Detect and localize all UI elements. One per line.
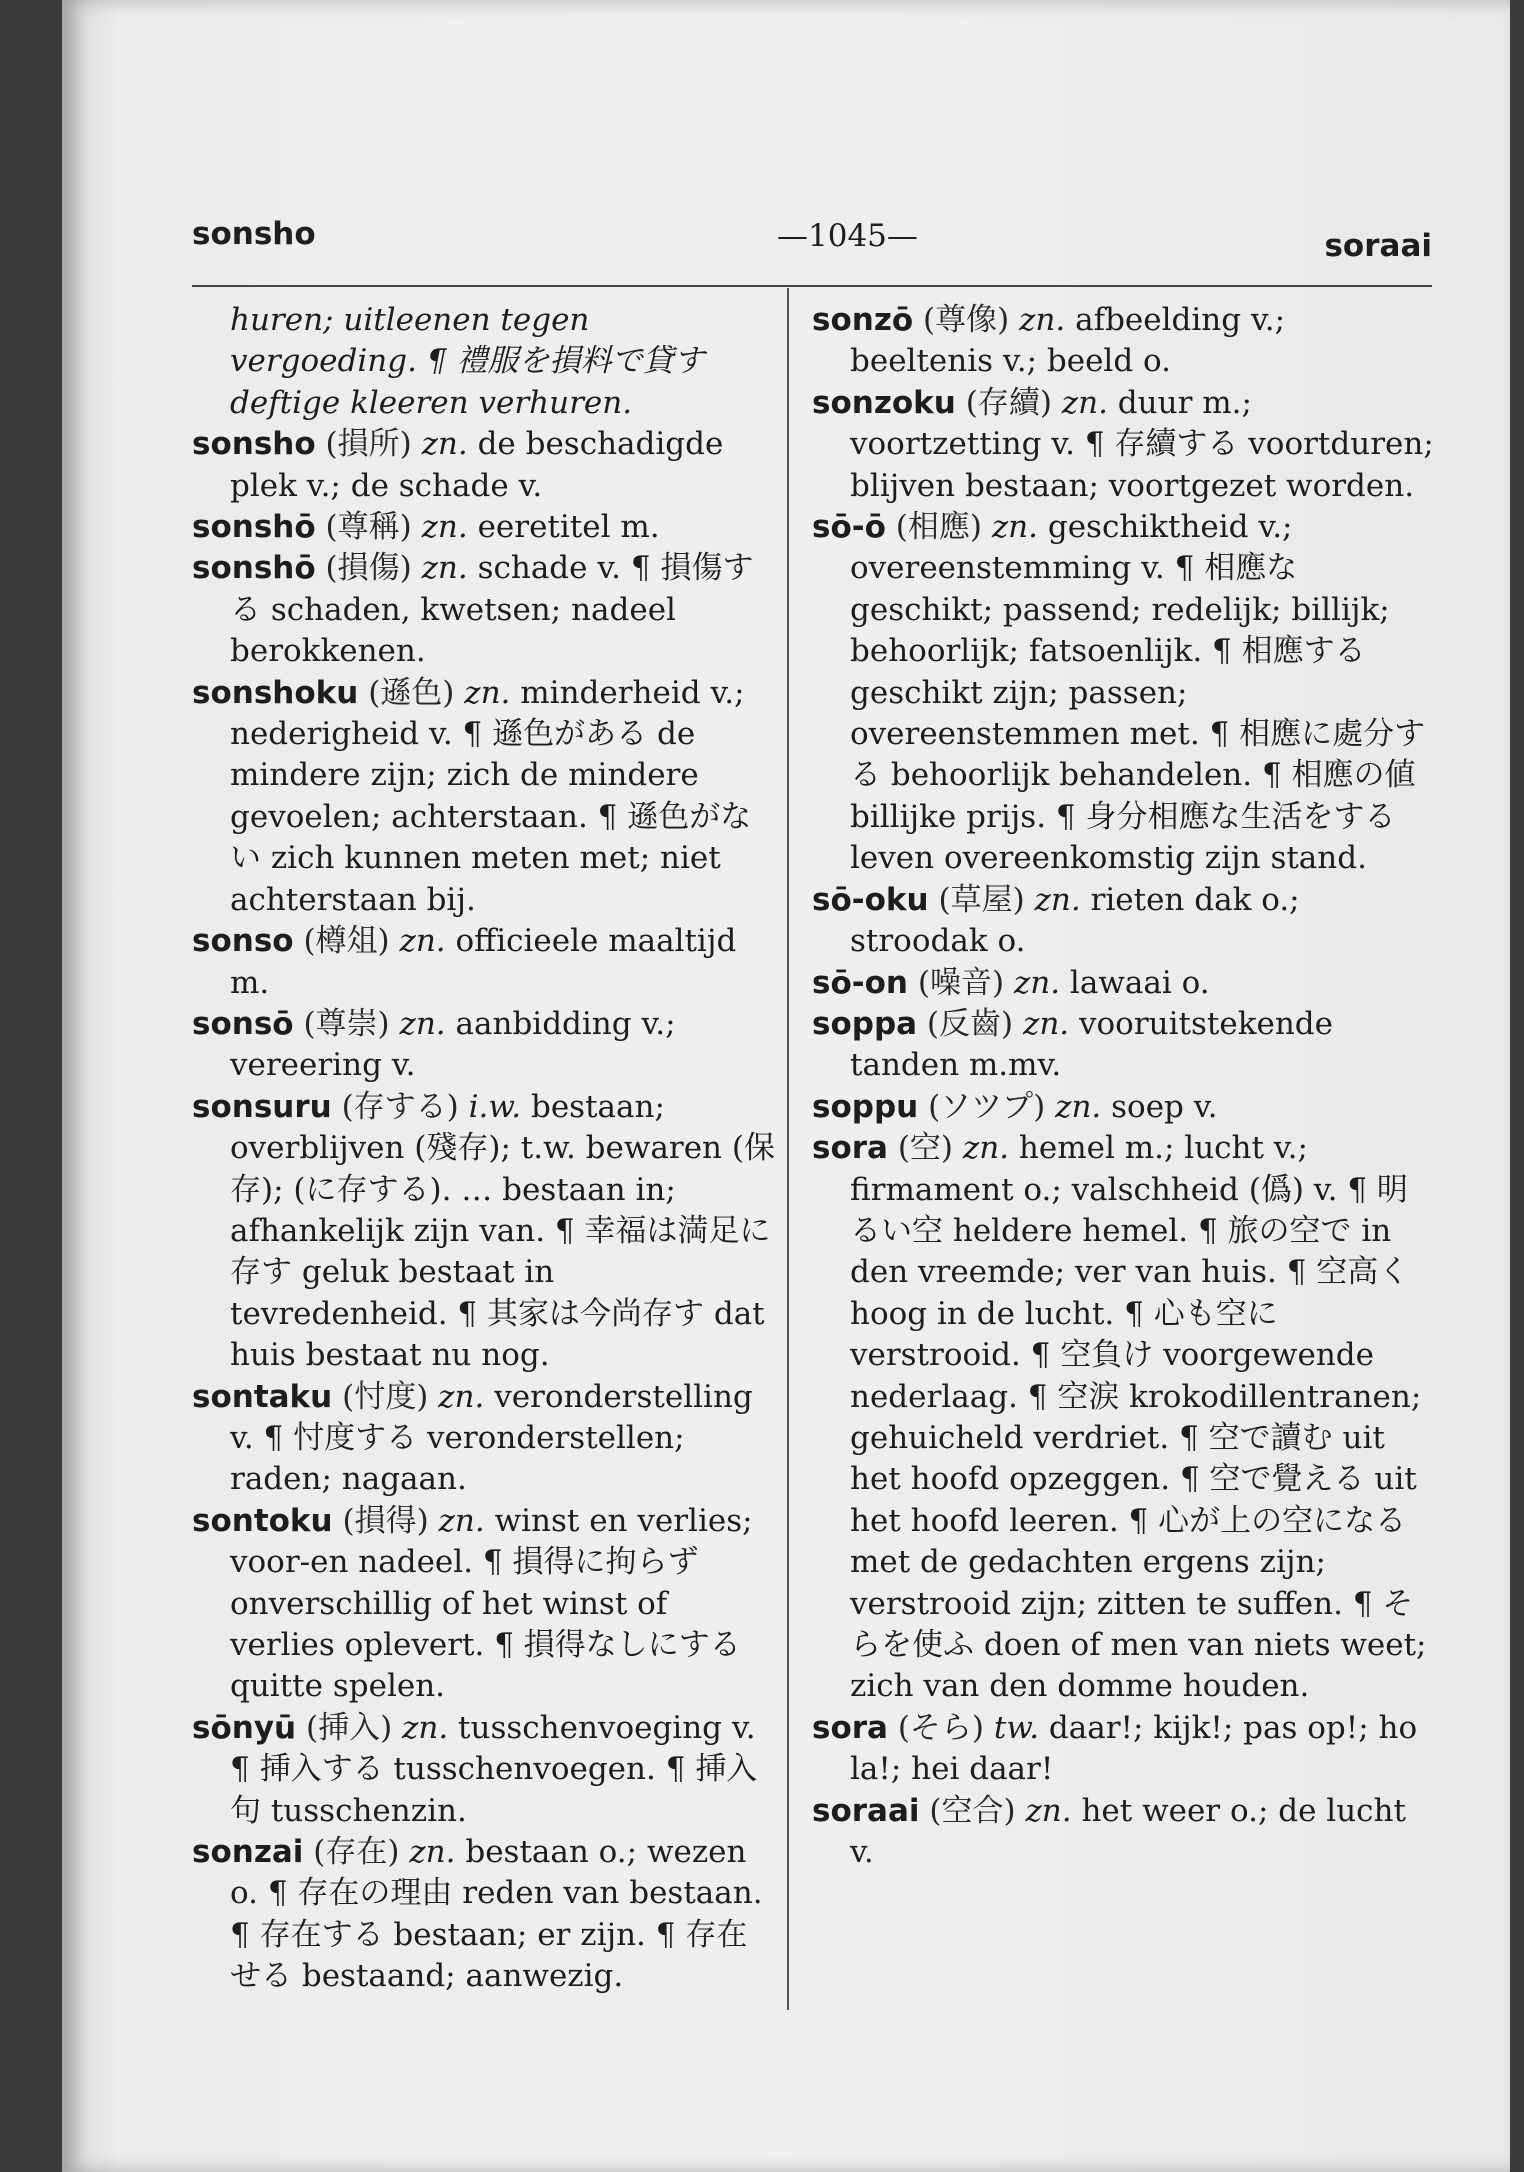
dictionary-entry [812,1128,1437,1708]
part-of-speech: zn. [991,509,1038,546]
kanji: (遜色) [368,674,455,711]
dictionary-entry [812,1791,1437,1874]
headword: soppu [812,1088,919,1125]
definition: afbeelding v.; beeltenis v.; beeld o. [850,302,1286,380]
part-of-speech: zn. [464,674,511,711]
dictionary-entry [812,1004,1437,1087]
dictionary-entry [192,1377,777,1501]
kanji: (反齒) [926,1005,1014,1042]
right-column [812,300,1437,1873]
kanji: (尊稱) [325,509,412,546]
part-of-speech: zn. [402,1709,449,1746]
part-of-speech: zn. [1022,1005,1070,1042]
part-of-speech: zn. [421,509,468,546]
kanji: (草屋) [938,881,1025,918]
dictionary-entry [192,424,777,507]
kanji: (ソツプ) [928,1088,1046,1125]
dictionary-entry [812,1708,1437,1791]
part-of-speech: i.w. [468,1088,522,1125]
dictionary-entry [812,963,1437,1004]
part-of-speech: zn. [1034,881,1081,918]
dictionary-entry [812,383,1437,507]
headword: sora [812,1130,888,1167]
kanji: (損所) [325,426,412,463]
part-of-speech: zn. [399,923,446,960]
kanji: (尊崇) [303,1005,390,1042]
part-of-speech: zn. [438,1502,485,1539]
definition: schade v. ¶ 損傷する schaden, kwetsen; nadeel berokkenen. [230,550,754,670]
definition: tusschenvoeging v. ¶ 挿入する tusschenvoegen. ¶ 挿入句 tusschenzin. [230,1709,758,1829]
column-divider [787,288,789,2010]
dictionary-entry [192,548,777,672]
kanji: (存在) [313,1834,400,1871]
part-of-speech: zn. [399,1005,446,1042]
kanji: (尊像) [923,302,1010,338]
headword: sonshoku [192,674,359,711]
headword: sontoku [192,1502,333,1539]
dictionary-entry [812,300,1437,383]
header-right-guideword: soraai [1324,228,1432,264]
definition: vooruitstekende tanden m.mv. [850,1005,1333,1084]
part-of-speech: zn. [1013,964,1061,1001]
headword: sonzoku [812,384,956,421]
left-column [192,300,777,1998]
part-of-speech: zn. [962,1130,1010,1167]
part-of-speech: tw. [993,1709,1040,1746]
headword: sonshō [192,550,316,587]
definition: hemel m.; lucht v.; firmament o.; valschheid (僞) v. ¶ 明るい空 heldere hemel. ¶ 旅の空で in den vreemde; ver van huis. ¶ 空高く hoog in de lucht. ¶ 心も空に verstrooid. ¶ 空負け voorgewende nederlaag. ¶ 空涙 krokodillentranen; gehuicheld verdriet. ¶ 空で讀む uit het hoofd opzeggen. ¶ 空で覺える uit het hoofd leeren. ¶ 心が上の空になる met de gedachten ergens zijn; verstrooid zijn; zitten te suffen. ¶ そらを使ふ doen of men van niets weet; zich van den domme houden. [850,1130,1427,1705]
kanji: (空合) [929,1792,1016,1829]
definition: het weer o.; de lucht v. [850,1792,1406,1871]
kanji: (存續) [965,384,1052,421]
headword: sō-oku [812,881,929,918]
headword: sontaku [192,1378,333,1415]
part-of-speech: zn. [438,1378,485,1415]
part-of-speech: zn. [421,550,468,587]
definition: geschiktheid v.; overeenstemming v. ¶ 相應な geschikt; passend; redelijk; billijk; behoorlijk; fatsoenlijk. ¶ 相應する geschikt zijn; passen; overeenstemmen met. ¶ 相應に處分する behoorlijk behandelen. ¶ 相應の値 billijke prijs. ¶ 身分相應な生活をする leven overeenkomstig zijn stand. [850,509,1426,877]
definition: rieten dak o.; stroodak o. [850,881,1300,960]
dictionary-page [62,0,1510,2172]
part-of-speech: zn. [1019,302,1066,338]
definition: aanbidding v.; vereering v. [230,1005,676,1084]
part-of-speech: zn. [1025,1792,1072,1829]
headword: sonzai [192,1834,304,1871]
definition: eeretitel m. [477,509,660,546]
kanji: (忖度) [342,1378,429,1415]
part-of-speech: zn. [1055,1088,1102,1125]
definition: minderheid v.; nederigheid v. ¶ 遜色がある de mindere zijn; zich de mindere gevoelen; achterstaan. ¶ 遜色がない zich kunnen meten met; niet achterstaan bij. [230,674,752,918]
definition: lawaai o. [1069,964,1210,1001]
definition: daar!; kijk!; pas op!; ho la!; hei daar! [850,1709,1418,1788]
dictionary-entry [192,1004,777,1087]
kanji: (相應) [895,509,982,546]
header-left-guideword: sonsho [192,216,316,252]
page-number: —1045— [777,218,918,254]
part-of-speech: zn. [421,426,468,463]
header-rule [192,285,1432,287]
running-header [192,210,1432,270]
kanji: (空) [897,1130,954,1167]
dictionary-entry [192,1087,777,1377]
definition: soep v. [1111,1088,1218,1125]
headword: sonsō [192,1005,294,1042]
part-of-speech: zn. [409,1834,456,1871]
kanji: (損得) [342,1502,429,1539]
definition: officieele maaltijd m. [230,923,737,1001]
headword: soppa [812,1005,918,1042]
dictionary-entry [812,507,1437,880]
dictionary-entry [192,921,777,1004]
part-of-speech: zn. [1061,384,1108,421]
definition: de beschadigde plek v.; de schade v. [230,426,724,504]
dictionary-entry [192,507,777,548]
kanji: (そら) [897,1709,985,1746]
headword: sō-on [812,964,908,1001]
definition: veronderstelling v. ¶ 忖度する veronderstellen; raden; nagaan. [230,1378,753,1498]
headword: sonshō [192,509,316,546]
headword: sonsho [192,426,316,463]
headword: sōnyū [192,1709,297,1746]
headword: sonsuru [192,1088,332,1125]
definition: duur m.; voortzetting v. ¶ 存續する voortduren; blijven bestaan; voortgezet worden. [850,384,1434,504]
headword: sora [812,1709,888,1746]
kanji: (樽俎) [303,923,390,960]
kanji: (存する) [341,1088,459,1125]
kanji: (挿入) [305,1709,393,1746]
dictionary-entry [812,1087,1437,1128]
headword: sō-ō [812,509,886,546]
definition: winst en verlies; voor-en nadeel. ¶ 損得に拘らず onverschillig of het winst of verlies oplevert. ¶ 損得なしにする quitte spelen. [230,1502,753,1705]
definition: bestaan; overblijven (殘存); t.w. bewaren (保存); (に存する). … bestaan in; afhankelijk zijn van. ¶ 幸福は満足に存す geluk bestaat in tevredenheid. ¶ 其家は今尚存す dat huis bestaat nu nog. [230,1088,775,1374]
headword: sonzō [812,302,914,338]
dictionary-entry [192,1501,777,1708]
kanji: (噪音) [917,964,1005,1001]
definition: bestaan o.; wezen o. ¶ 存在の理由 reden van bestaan. ¶ 存在する bestaan; er zijn. ¶ 存在せる bestaand; aanwezig. [230,1834,763,1995]
headword: sonso [192,923,294,960]
dictionary-entry [812,880,1437,963]
dictionary-entry [192,1708,777,1832]
dictionary-entry [192,1832,777,1998]
headword: soraai [812,1792,920,1829]
entry-text: huren; uitleenen tegen vergoeding. ¶ 禮服を損料で貸す deftige kleeren verhuren. [230,302,705,421]
dictionary-entry [192,673,777,921]
kanji: (損傷) [325,550,412,587]
dictionary-entry-continuation [192,300,777,424]
